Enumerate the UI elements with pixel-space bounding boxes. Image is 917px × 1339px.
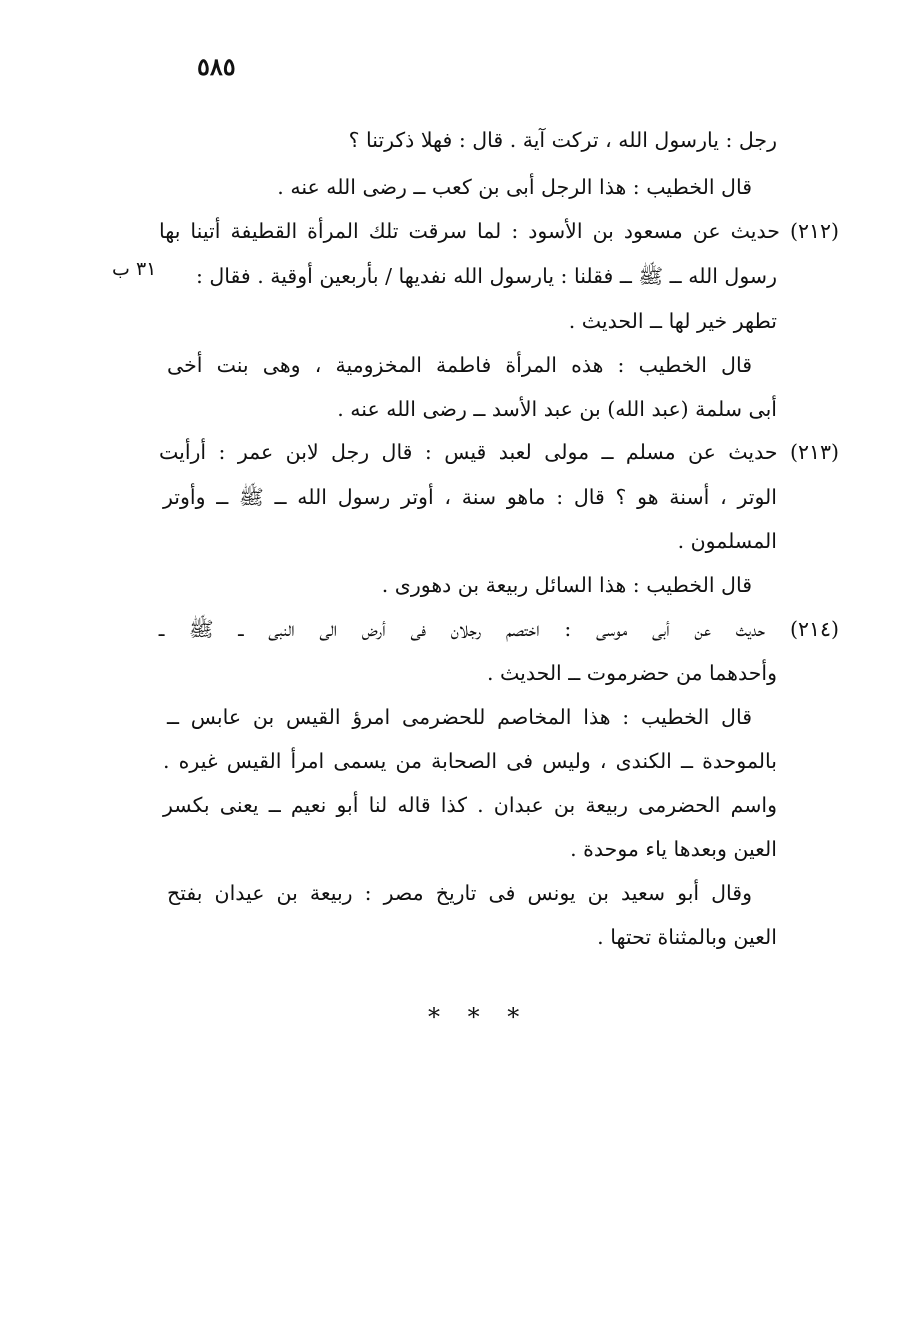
ibn-yunus-line-2: العين وبالمثناة تحتها . — [597, 925, 777, 949]
text-line-1: رجل : يارسول الله ، تركت آية . قال : فهلا ذكرتنا ؟ — [348, 128, 777, 152]
hadith-212-line-2: رسول الله ــ ﷺ ــ فقلنا : يارسول الله نفديها / بأربعين أوقية . فقال : — [195, 264, 777, 288]
margin-folio-note: ٣١ ب — [112, 258, 157, 280]
text-line-2: قال الخطيب : هذا الرجل أبى بن كعب ــ رضى الله عنه . — [277, 175, 752, 199]
khatib-212-line-2: أبى سلمة (عبد الله) بن عبد الأسد ــ رضى الله عنه . — [337, 397, 777, 421]
hadith-214-line-2: وأحدهما من حضرموت ــ الحديث . — [486, 661, 777, 685]
hadith-212-line-1: (٢١٢) حديث عن مسعود بن الأسود : لما سرقت تلك المرأة القطيفة أتينا بها — [159, 219, 839, 243]
khatib-213-line-1: قال الخطيب : هذا السائل ربيعة بن دهورى . — [381, 573, 752, 597]
hadith-213-line-1: (٢١٣) حديث عن مسلم ــ مولى لعبد قيس : قال رجل لابن عمر : أرأيت — [159, 440, 839, 464]
khatib-212-line-1: قال الخطيب : هذه المرأة فاطمة المخزومية ، وهى بنت أخى — [167, 353, 752, 377]
hadith-214-line-1: (٢١٤) حديث عن أبى موسى : اختصم رجلان فى أرض الى النبى ــ ﷺ ــ — [159, 617, 839, 641]
page-number: ٥٨٥ — [197, 52, 236, 81]
khatib-214-line-2: بالموحدة ــ الكندى ، وليس فى الصحابة من يسمى امرأ القيس غيره . — [163, 749, 777, 773]
khatib-214-line-1: قال الخطيب : هذا المخاصم للحضرمى امرؤ القيس بن عابس ــ — [167, 705, 752, 729]
hadith-213-line-2: الوتر ، أسنة هو ؟ قال : ماهو سنة ، أوتر رسول الله ــ ﷺ ــ وأوتر — [163, 485, 777, 509]
khatib-214-line-3: واسم الحضرمى ربيعة بن عبدان . كذا قاله لنا أبو نعيم ــ يعنى بكسر — [163, 793, 777, 817]
khatib-214-line-4: العين وبعدها ياء موحدة . — [570, 837, 777, 861]
hadith-212-line-3: تطهر خير لها ــ الحديث . — [568, 309, 777, 333]
ibn-yunus-line-1: وقال أبو سعيد بن يونس فى تاريخ مصر : ربيعة بن عيدان بفتح — [167, 881, 752, 905]
hadith-213-line-3: المسلمون . — [677, 529, 777, 553]
section-separator: * * * — [428, 1003, 530, 1031]
